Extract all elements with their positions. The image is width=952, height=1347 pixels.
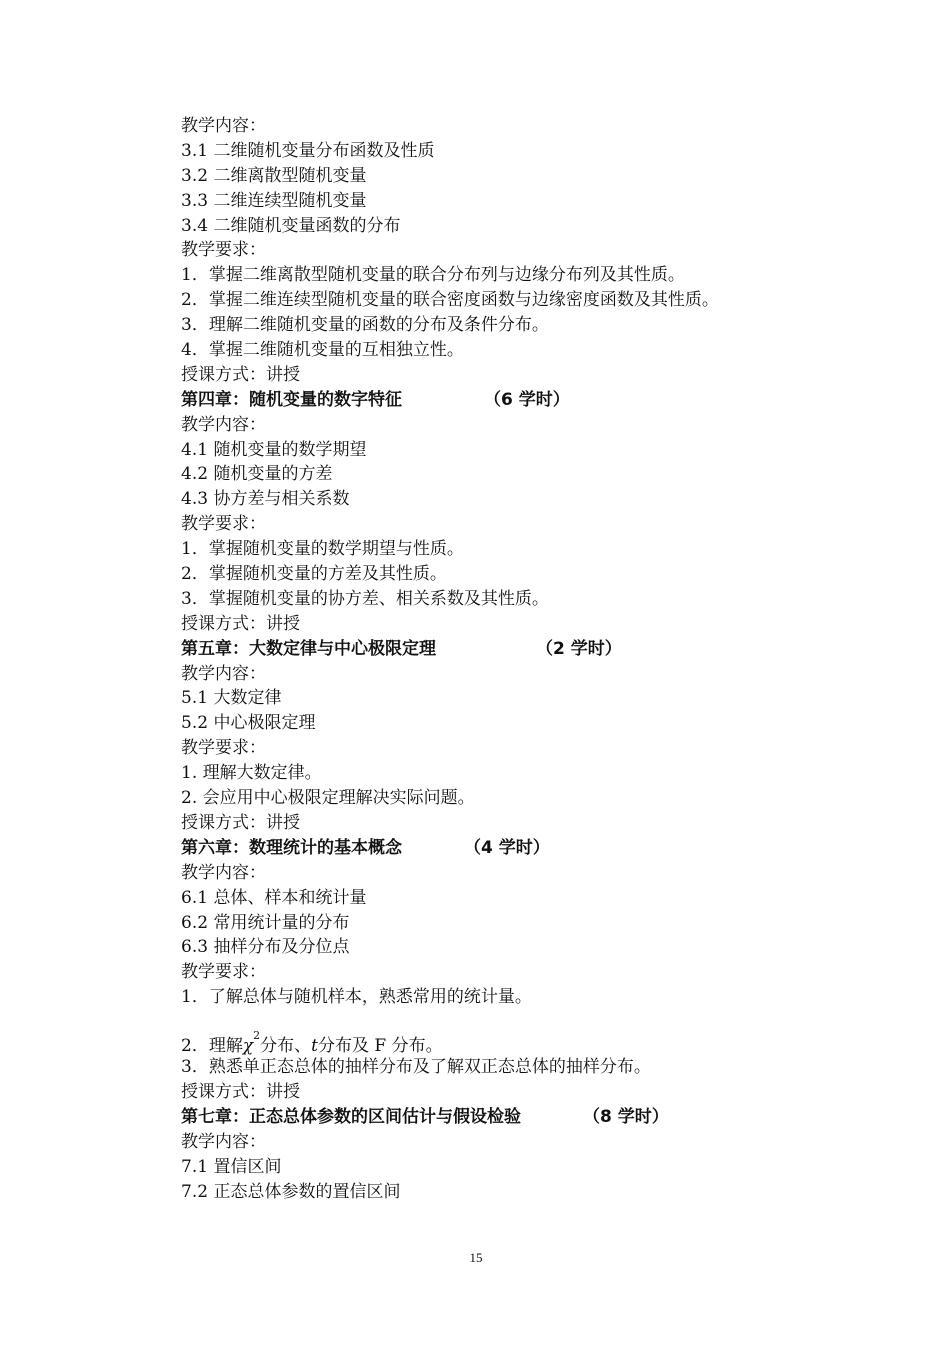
text-line: 教学要求： xyxy=(181,240,266,261)
text-line: 2. 会应用中心极限定理解决实际问题。 xyxy=(181,788,475,809)
chapter-5-heading xyxy=(181,637,821,662)
text-line: 4．掌握二维随机变量的互相独立性。 xyxy=(181,340,464,361)
chapter-title: 第五章：大数定律与中心极限定理 xyxy=(181,638,436,659)
text-line: 1. 理解大数定律。 xyxy=(181,763,322,784)
text-line: 4.2 随机变量的方差 xyxy=(181,464,333,485)
text-line: 2．掌握随机变量的方差及其性质。 xyxy=(181,564,447,585)
text-line: 6.2 常用统计量的分布 xyxy=(181,912,350,933)
text-line: 授课方式：讲授 xyxy=(181,812,300,833)
text-line: 4.3 协方差与相关系数 xyxy=(181,489,350,510)
text-line: 1．掌握随机变量的数学期望与性质。 xyxy=(181,539,464,560)
text-fragment: 分布及 F 分布。 xyxy=(317,1036,443,1057)
text-line: 5.2 中心极限定理 xyxy=(181,713,316,734)
text-line: 教学内容： xyxy=(181,663,266,684)
text-line-with-math xyxy=(181,1010,821,1055)
text-line: 7.1 置信区间 xyxy=(181,1156,282,1177)
text-line: 1．掌握二维离散型随机变量的联合分布列与边缘分布列及其性质。 xyxy=(181,265,685,286)
text-fragment: 2．理解 xyxy=(181,1036,243,1057)
text-line: 教学内容： xyxy=(181,862,266,883)
text-line: 教学要求： xyxy=(181,514,266,535)
t-symbol: t xyxy=(311,1036,318,1057)
body-text xyxy=(181,114,821,1204)
text-line: 2．掌握二维连续型随机变量的联合密度函数与边缘密度函数及其性质。 xyxy=(181,290,719,311)
text-line: 3.2 二维离散型随机变量 xyxy=(181,165,367,186)
text-line: 3．熟悉单正态总体的抽样分布及了解双正态总体的抽样分布。 xyxy=(181,1057,651,1078)
text-line: 3.3 二维连续型随机变量 xyxy=(181,190,367,211)
chi-symbol: χ xyxy=(242,1036,254,1057)
chapter-6-heading xyxy=(181,836,821,861)
text-line: 3.1 二维随机变量分布函数及性质 xyxy=(181,140,435,161)
text-line: 教学内容： xyxy=(181,1131,266,1152)
text-line: 7.2 正态总体参数的置信区间 xyxy=(181,1181,401,1202)
text-line: 5.1 大数定律 xyxy=(181,688,282,709)
page-number: 15 xyxy=(469,1250,483,1265)
text-line: 3.4 二维随机变量函数的分布 xyxy=(181,215,401,236)
text-line: 3．理解二维随机变量的函数的分布及条件分布。 xyxy=(181,315,549,336)
text-line: 授课方式：讲授 xyxy=(181,613,300,634)
chapter-title: 第六章：数理统计的基本概念 xyxy=(181,837,402,858)
text-line: 4.1 随机变量的数学期望 xyxy=(181,439,367,460)
text-line: 3．掌握随机变量的协方差、相关系数及其性质。 xyxy=(181,588,549,609)
chapter-4-heading xyxy=(181,388,821,413)
text-line: 教学要求： xyxy=(181,738,266,759)
text-fragment: 分布、 xyxy=(260,1036,312,1057)
chapter-hours: （6 学时） xyxy=(484,389,570,410)
chapter-7-heading xyxy=(181,1105,821,1130)
text-line: 教学内容： xyxy=(181,116,266,136)
chapter-title: 第七章：正态总体参数的区间估计与假设检验 xyxy=(181,1106,521,1127)
text-line: 1．了解总体与随机样本，熟悉常用的统计量。 xyxy=(181,987,532,1008)
chapter-hours: （8 学时） xyxy=(583,1106,669,1127)
chapter-hours: （2 学时） xyxy=(536,638,622,659)
text-line: 6.3 抽样分布及分位点 xyxy=(181,937,350,958)
text-line: 6.1 总体、样本和统计量 xyxy=(181,887,367,908)
chapter-hours: （4 学时） xyxy=(464,837,550,858)
text-line: 教学内容： xyxy=(181,414,266,435)
chapter-title: 第四章：随机变量的数字特征 xyxy=(181,389,402,410)
text-line: 授课方式：讲授 xyxy=(181,364,300,385)
superscript: 2 xyxy=(253,1029,261,1043)
text-line: 授课方式：讲授 xyxy=(181,1081,300,1102)
text-line: 教学要求： xyxy=(181,962,266,983)
